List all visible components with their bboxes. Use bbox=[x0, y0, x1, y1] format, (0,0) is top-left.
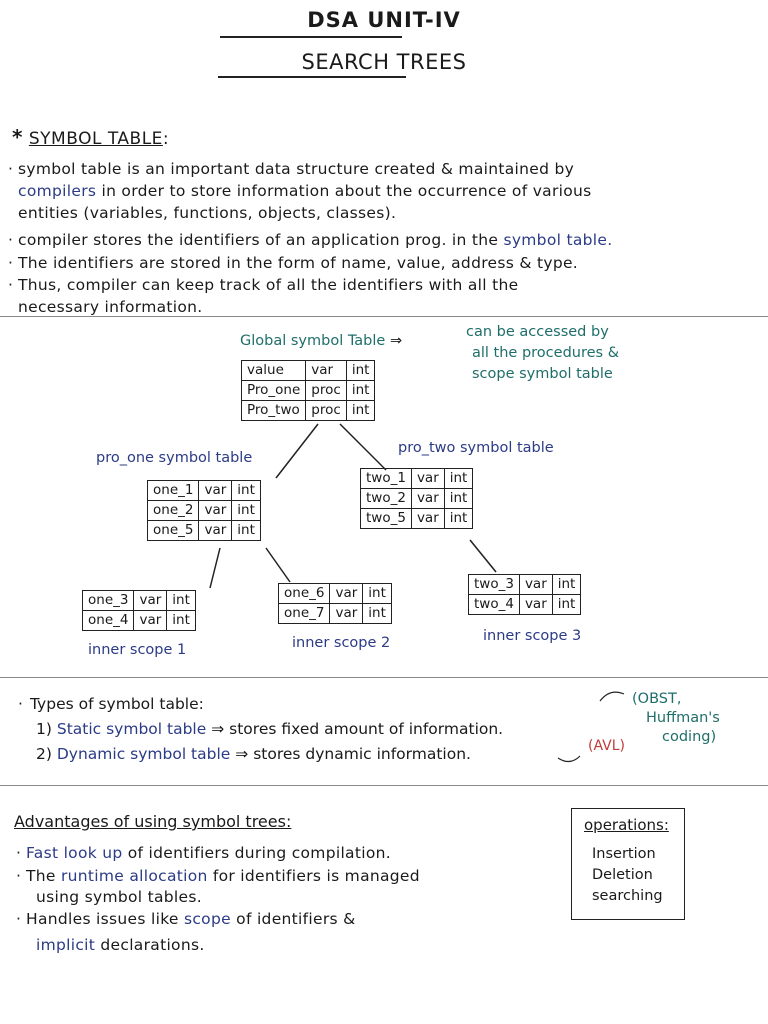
symbol-table-term: symbol table. bbox=[503, 231, 613, 249]
pro-two-table-label: pro_two symbol table bbox=[398, 440, 554, 456]
type-static: 1) Static symbol table ⇒ stores fixed amount of information. bbox=[36, 720, 504, 738]
advantages-heading: Advantages of using symbol trees: bbox=[14, 812, 292, 831]
para3: · The identifiers are stored in the form of name, value, address & type. bbox=[8, 254, 579, 272]
runtime-allocation-term: runtime allocation bbox=[60, 867, 208, 885]
advantage-2-line2: using symbol tables. bbox=[36, 888, 202, 906]
operation-item: Insertion bbox=[592, 846, 656, 862]
global-table-note: can be accessed by all the procedures & scope symbol table bbox=[466, 324, 619, 382]
divider-3 bbox=[0, 785, 768, 786]
dynamic-symbol-table-term: Dynamic symbol table bbox=[56, 745, 231, 763]
table-row: one_7 var int bbox=[279, 604, 392, 624]
symbol-table-heading-text: SYMBOL TABLE bbox=[28, 129, 163, 149]
advantage-3: · Handles issues like scope of identifiers & bbox=[16, 910, 356, 928]
operations-heading: operations: bbox=[584, 816, 669, 834]
table-row: one_2 var int bbox=[148, 501, 261, 521]
inner-scope-1-label: inner scope 1 bbox=[88, 642, 187, 658]
inner-scope-3-table bbox=[468, 574, 581, 615]
pro-one-symbol-table bbox=[147, 480, 261, 541]
para1-line2: compilers in order to store information about the occurrence of various bbox=[18, 182, 592, 200]
advantage-2: · The runtime allocation for identifiers is managed bbox=[16, 867, 420, 885]
advantage-3-line2: implicit declarations. bbox=[36, 936, 205, 954]
page-subtitle: SEARCH TREES bbox=[301, 50, 467, 74]
type-dynamic: 2) Dynamic symbol table ⇒ stores dynamic information. bbox=[36, 745, 471, 763]
table-row: two_5 var int bbox=[361, 509, 473, 529]
inner-scope-3-label: inner scope 3 bbox=[483, 628, 582, 644]
table-row: Pro_one proc int bbox=[242, 381, 375, 401]
para4-line2: necessary information. bbox=[18, 298, 203, 316]
operation-item: Deletion bbox=[592, 867, 653, 883]
static-symbol-table-term: Static symbol table bbox=[56, 720, 207, 738]
table-row: two_3 var int bbox=[469, 575, 581, 595]
pro-one-table-label: pro_one symbol table bbox=[96, 450, 253, 466]
table-row: one_1 var int bbox=[148, 481, 261, 501]
divider-2 bbox=[0, 677, 768, 678]
obst-note: (OBST, Huffman's coding) bbox=[632, 691, 720, 745]
compilers-term: compilers bbox=[18, 182, 97, 200]
edge-global-protwo bbox=[340, 424, 386, 470]
para2: · compiler stores the identifiers of an application prog. in the symbol table. bbox=[8, 231, 613, 249]
scope-term: scope bbox=[183, 910, 231, 928]
global-table-label: Global symbol Table ⇒ bbox=[240, 333, 403, 349]
edge-global-proone bbox=[276, 424, 318, 478]
global-arrow: ⇒ bbox=[389, 333, 403, 349]
advantage-1: · Fast look up of identifiers during compilation. bbox=[16, 844, 391, 862]
table-row: one_5 var int bbox=[148, 521, 261, 541]
edge-protwo-inner3 bbox=[470, 540, 496, 572]
table-row: two_1 var int bbox=[361, 469, 473, 489]
inner-scope-2-table bbox=[278, 583, 392, 624]
inner-scope-1-table bbox=[82, 590, 196, 631]
operation-item: searching bbox=[592, 888, 663, 904]
types-heading: · Types of symbol table: bbox=[18, 695, 204, 713]
table-row: one_4 var int bbox=[83, 611, 196, 631]
pro-two-symbol-table bbox=[360, 468, 473, 529]
para4-line1: · Thus, compiler can keep track of all the identifiers with all the bbox=[8, 276, 519, 294]
avl-note: (AVL) bbox=[588, 738, 625, 754]
implicit-term: implicit bbox=[36, 936, 96, 954]
curve-arrow-obst bbox=[600, 692, 624, 701]
star-bullet: * bbox=[12, 125, 23, 149]
edge-proone-inner2 bbox=[266, 548, 290, 582]
heading-colon: : bbox=[162, 129, 170, 149]
edge-proone-inner1 bbox=[210, 548, 220, 588]
table-row: two_2 var int bbox=[361, 489, 473, 509]
table-row: one_6 var int bbox=[279, 584, 392, 604]
para1-line3: entities (variables, functions, objects, classes). bbox=[18, 204, 397, 222]
global-symbol-table bbox=[241, 360, 375, 421]
table-row: one_3 var int bbox=[83, 591, 196, 611]
table-row: two_4 var int bbox=[469, 595, 581, 615]
inner-scope-2-label: inner scope 2 bbox=[292, 635, 391, 651]
operations-list bbox=[592, 844, 663, 907]
table-row: Pro_two proc int bbox=[242, 401, 375, 421]
para1-line1: · symbol table is an important data structure created & maintained by bbox=[8, 160, 575, 178]
page-title: DSA UNIT-IV bbox=[307, 8, 461, 32]
table-row: value var int bbox=[242, 361, 375, 381]
curve-arrow-avl bbox=[558, 756, 580, 762]
fast-lookup-term: Fast look up bbox=[26, 844, 123, 862]
